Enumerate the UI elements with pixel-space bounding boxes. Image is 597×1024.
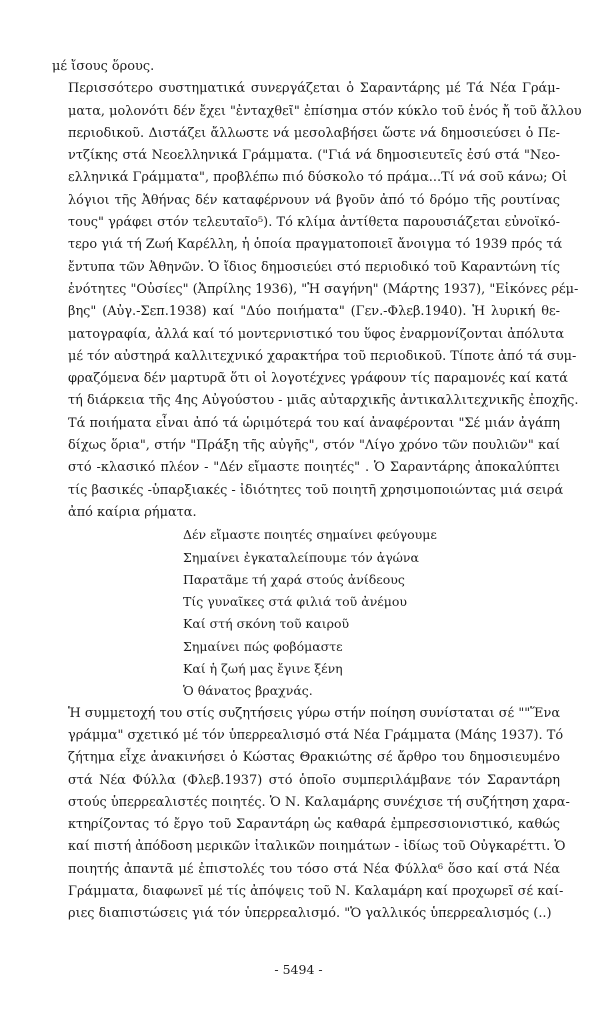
text-line: ντζίκης στά Νεοελληνικά Γράμματα. ("Γιά νά δημοσιευτεῖς ἐσύ στά "Νεο- [68,148,560,164]
text-line: ἀπό καίρια ρήματα. [68,504,197,520]
text-line: φραζόμενα δέν μαρτυρᾶ ὅτι οἱ λογοτέχνες γράφουν τίς παραμονές καί κατά [68,371,568,387]
text-line: μέ τόν αὐστηρά καλλιτεχνικό χαρακτήρα τοῦ περιοδικοῦ. Τίποτε ἀπό τά συμ- [68,348,577,364]
text-line: ριες διαπιστώσεις γιά τόν ὑπερρεαλισμό. "Ὁ γαλλικός ὑπερρεαλισμός (..) [68,906,552,922]
text-line: λόγιοι τῆς Ἀθήνας δέν καταφέρνουν νά βγοῦν ἀπό τό δρόμο τῆς ρουτίνας [68,192,560,208]
text-line: ματα, μολονότι δέν ἔχει "ἐνταχθεῖ" ἐπίσημα στόν κύκλο τοῦ ἑνός ἤ τοῦ ἄλλου [68,103,582,119]
text-line: ζήτημα εἶχε ἀνακινήσει ὁ Κώστας Θρακιώτης σέ ἄρθρο του δημοσιευμένο [68,750,560,766]
text-line: τους" γράφει στόν τελευταῖο⁵). Τό κλίμα ἀντίθετα παρουσιάζεται εὐνοϊκό- [68,215,560,231]
text-line: ἔντυπα τῶν Ἀθηνῶν. Ὁ ἴδιος δημοσιεύει στό περιοδικό τοῦ Καραντώνη τίς [68,259,560,275]
poem-verse: Τίς γυναῖκες στά φιλιά τοῦ ἀνέμου [183,594,408,610]
page-number: - 5494 - [274,962,323,977]
poem-verse: Ὁ θάνατος βραχνάς. [183,683,313,699]
opening-line [52,56,560,78]
text-line: ματογραφία, ἀλλά καί τό μοντερνιστικό του ὕφος ἐναρμονίζονται ἀπόλυτα [68,326,565,342]
poem-verse: Παρατᾶμε τή χαρά στούς ἀνίδεους [183,571,405,587]
poem-verse: Καί στή σκόνη τοῦ καιροῦ [183,616,350,632]
text-line: στούς ὑπερρεαλιστές ποιητές. Ὁ Ν. Καλαμάρης συνέχισε τή συζήτηση χαρα- [68,794,570,810]
text-line: τή διάρκεια τῆς 4ης Αὐγούστου - μιᾶς αὐταρχικῆς ἀντικαλλιτεχνικῆς ἐποχῆς. [68,393,579,409]
paragraph-1 [52,78,582,524]
text-line: τερο γιά τή Ζωή Καρέλλη, ἡ ὁποία πραγματοποιεῖ ἄνοιγμα τό 1939 πρός τά [68,237,563,253]
text-line: Γράμματα, διαφωνεῖ μέ τίς ἀπόψεις τοῦ Ν. Καλαμάρη καί προχωρεῖ σέ καί- [68,883,564,899]
text-line: τίς βασικές -ὑπαρξιακές - ἰδιότητες τοῦ ποιητῆ χρησιμοποιώντας μιά σειρά [68,482,564,498]
text-line: Περισσότερο συστηματικά συνεργάζεται ὁ Σαραντάρης μέ Τά Νέα Γράμ- [68,81,560,97]
text-line: δίχως ὅρια", στήν "Πράξη τῆς αὐγῆς", στόν "Λίγο χρόνο τῶν πουλιῶν" καί [68,438,560,454]
poem-verse: Σημαίνει ἐγκαταλείπουμε τόν ἀγώνα [183,549,419,565]
text-line: στό -κλασικό πλέον - "Δέν εἴμαστε ποιητές" . Ὁ Σαραντάρης ἀποκαλύπτει [68,460,560,476]
text-line: βης" (Αὐγ.-Σεπ.1938) καί "Δύο ποιήματα" (Γεν.-Φλεβ.1940). Ἡ λυρική θε- [68,304,560,320]
text-line: ελληνικά Γράμματα", προβλέπω πιό δύσκολο τό πράμα...Τί νά σοῦ κάνω; Οἱ [68,170,568,186]
poem-verse: Σημαίνει πώς φοβόμαστε [183,638,343,654]
poem-quote [183,524,560,702]
page-body [52,56,582,926]
text-line: καί πιστή ἀπόδοση μερικῶν ἰταλικῶν ποιημάτων - ἰδίως τοῦ Οὐγκαρέττι. Ὁ [68,839,566,855]
text-line: ποιητής ἀπαντᾶ μέ ἐπιστολές του τόσο στά Νέα Φύλλα⁶ ὅσο καί στά Νέα [68,861,560,877]
poem-verse: Καί ἡ ζωή μας ἔγινε ξένη [183,661,343,677]
poem-verse: Δέν εἴμαστε ποιητές σημαίνει φεύγουμε [183,527,437,543]
text-line: μέ ἴσους ὅρους. [52,59,155,74]
text-line: περιοδικοῦ. Διστάζει ἄλλωστε νά μεσολαβήσει ὥστε νά δημοσιεύσει ὁ Πε- [68,125,560,141]
text-line: Τά ποιήματα εἶναι ἀπό τά ὡριμότερά του καί ἀναφέρονται "Σέ μιάν ἀγάπη [68,415,560,431]
text-line: Ἡ συμμετοχή του στίς συζητήσεις γύρω στήν ποίηση συνίσταται σέ ""Ἕνα [68,705,561,721]
text-line: στά Νέα Φύλλα (Φλεβ.1937) στό ὁποῖο συμπεριλάμβανε τόν Σαραντάρη [68,772,560,788]
text-line: ἑνότητες "Οὐσίες" (Ἀπρίλης 1936), "Ἡ σαγήνη" (Μάρτης 1937), "Εἰκόνες ρέμ- [68,281,579,297]
paragraph-2 [52,703,570,926]
text-line: γράμμα" σχετικό μέ τόν ὑπερρεαλισμό στά Νέα Γράμματα (Μάης 1937). Τό [68,727,564,743]
text-line: κτηρίζοντας τό ἔργο τοῦ Σαραντάρη ὡς καθαρά ἐμπρεσσιονιστικό, καθώς [68,817,560,833]
